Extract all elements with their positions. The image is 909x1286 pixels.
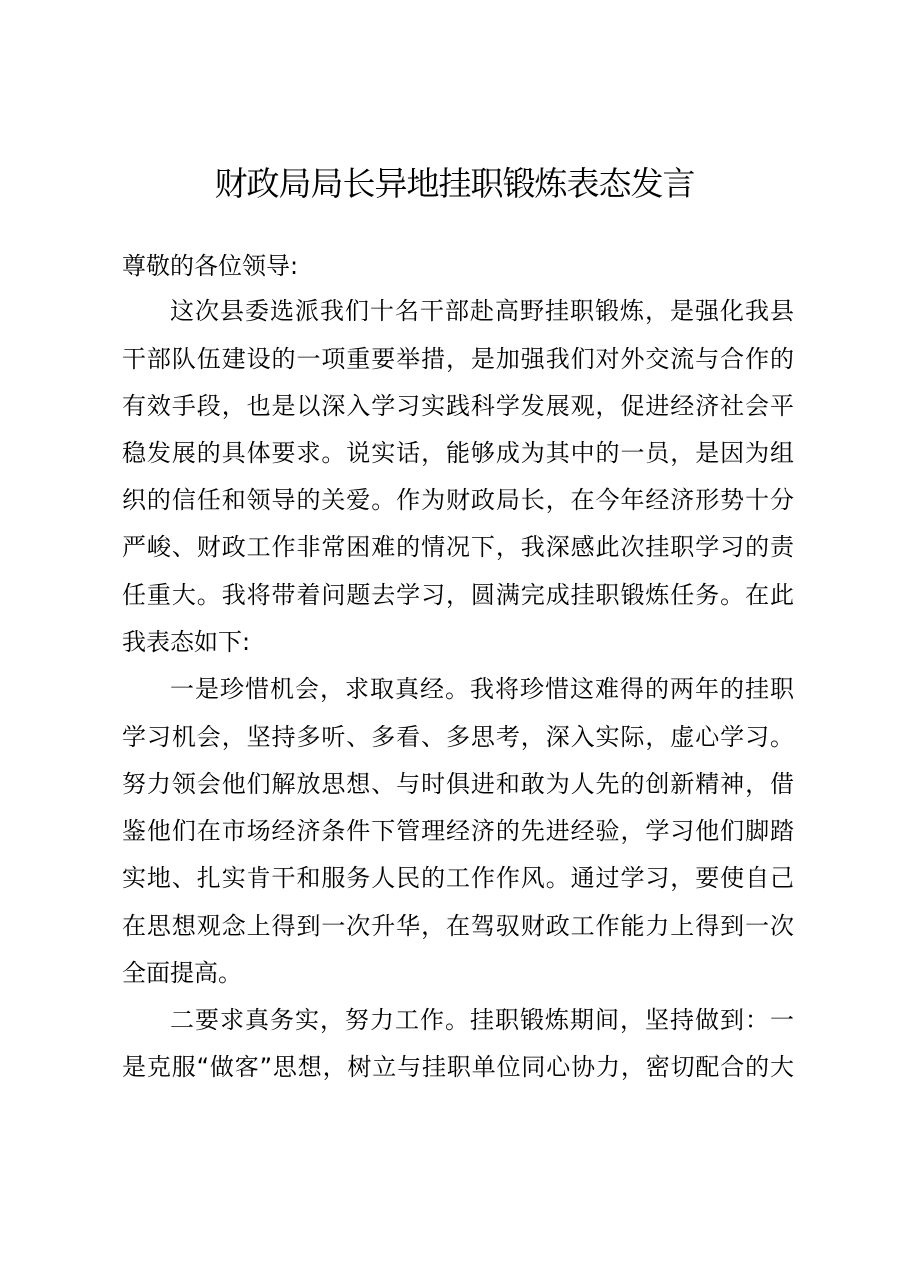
paragraph-line: 鉴他们在市场经济条件下管理经济的先进经验，学习他们脚踏	[122, 817, 794, 845]
paragraph-line: 稳发展的具体要求。说实话，能够成为其中的一员，是因为组	[122, 439, 794, 467]
paragraph-line: 全面提高。	[122, 959, 242, 987]
paragraph-line: 有效手段，也是以深入学习实践科学发展观，促进经济社会平	[122, 392, 794, 420]
paragraph-line: 努力领会他们解放思想、与时俱进和敢为人先的创新精神，借	[122, 770, 794, 798]
paragraph-line: 任重大。我将带着问题去学习，圆满完成挂职锻炼任务。在此	[122, 581, 794, 609]
salutation: 尊敬的各位领导:	[122, 252, 299, 280]
paragraph-line: 一是珍惜机会，求取真经。我将珍惜这难得的两年的挂职	[170, 675, 794, 703]
paragraph-line: 在思想观念上得到一次升华，在驾驭财政工作能力上得到一次	[122, 912, 794, 940]
paragraph-line: 严峻、财政工作非常困难的情况下，我深感此次挂职学习的责	[122, 533, 794, 561]
paragraph-line: 是克服“做客”思想，树立与挂职单位同心协力，密切配合的大	[122, 1053, 794, 1081]
paragraph-line: 干部队伍建设的一项重要举措，是加强我们对外交流与合作的	[122, 345, 794, 373]
paragraph-line: 实地、扎实肯干和服务人民的工作作风。通过学习，要使自己	[122, 864, 794, 892]
paragraph-line: 二要求真务实，努力工作。挂职锻炼期间，坚持做到：一	[170, 1006, 794, 1034]
paragraph-line: 我表态如下:	[122, 628, 251, 656]
paragraph-line: 这次县委选派我们十名干部赴高野挂职锻炼，是强化我县	[170, 297, 794, 325]
page-title: 财政局局长异地挂职锻炼表态发言	[214, 164, 695, 203]
paragraph-line: 学习机会，坚持多听、多看、多思考，深入实际，虚心学习。	[122, 723, 794, 751]
paragraph-line: 织的信任和领导的关爱。作为财政局长，在今年经济形势十分	[122, 486, 794, 514]
